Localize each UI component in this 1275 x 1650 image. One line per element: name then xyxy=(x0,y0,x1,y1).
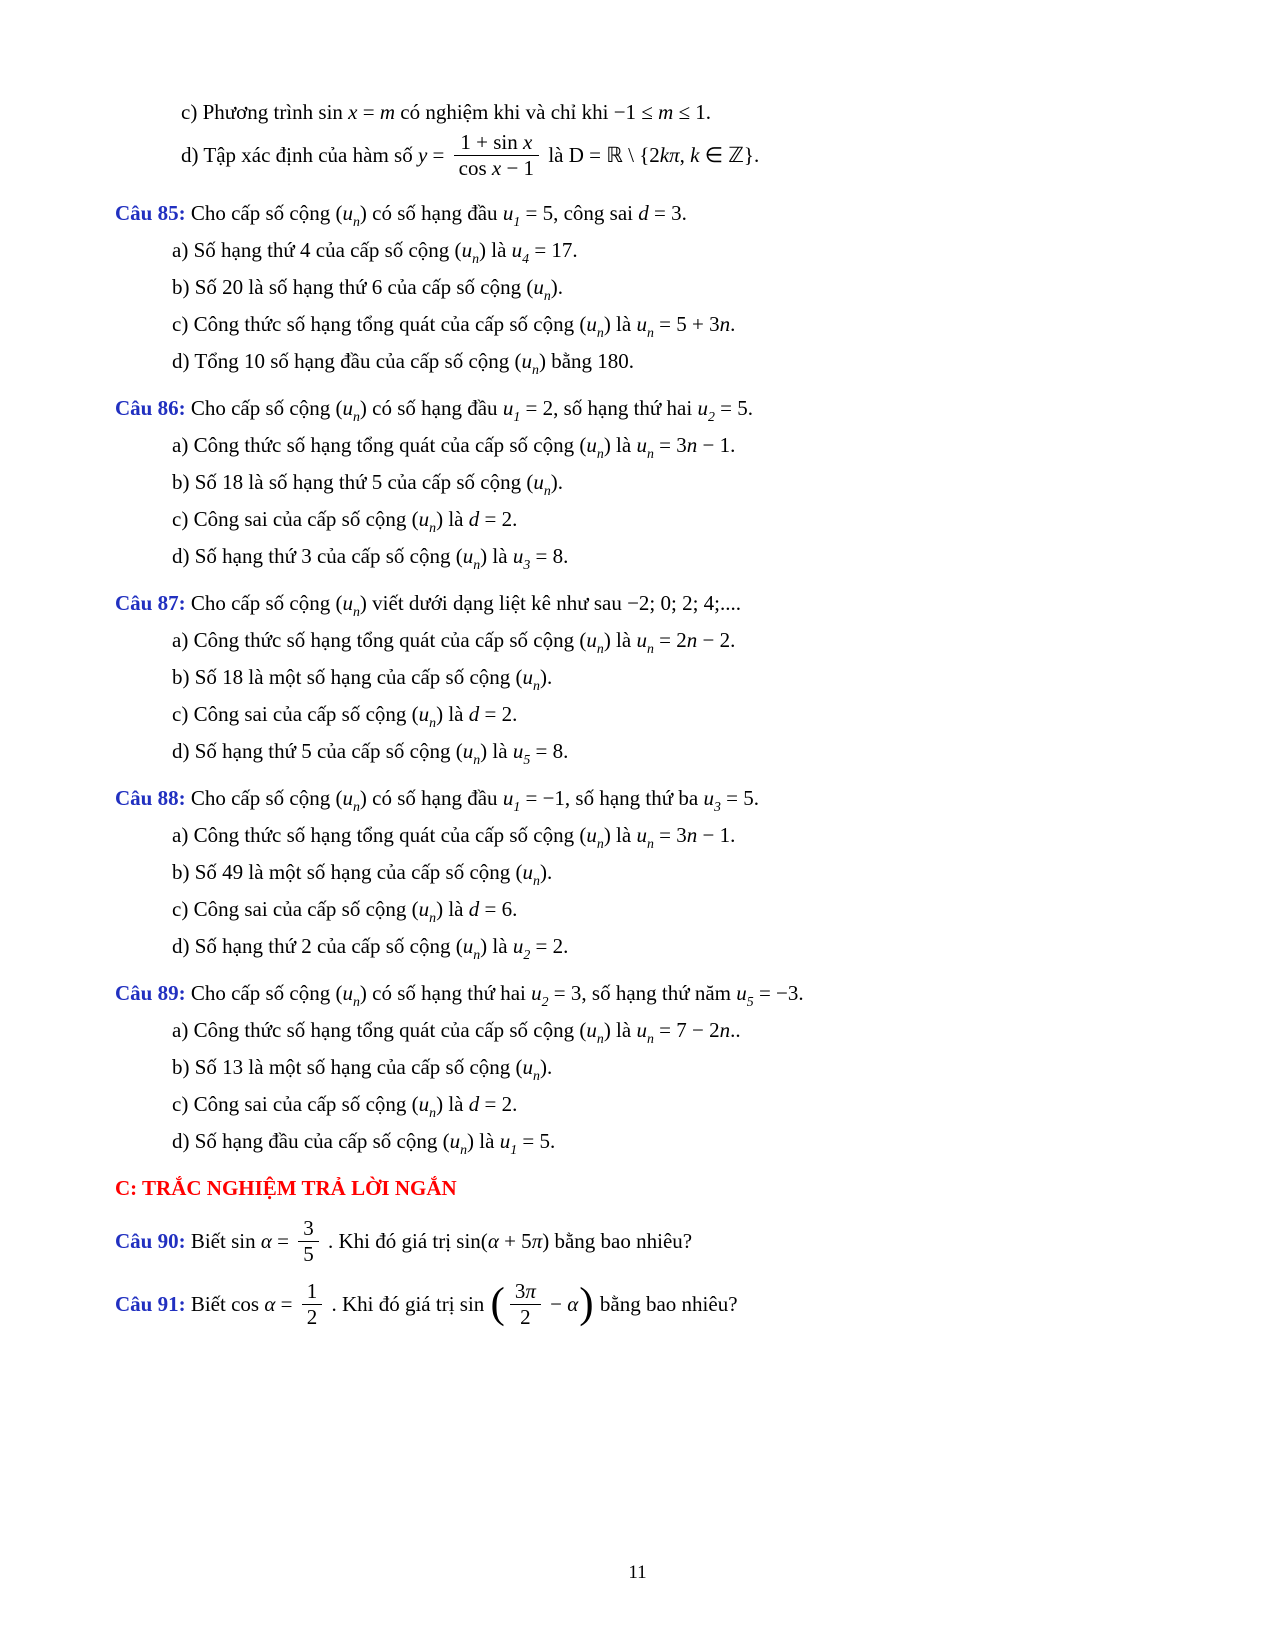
math-subscript: n xyxy=(429,1105,437,1121)
text-run: ) là xyxy=(467,1128,500,1153)
math-subscript: 3 xyxy=(523,556,531,572)
statement-line xyxy=(172,1050,1190,1084)
math-variable: u xyxy=(462,933,474,958)
math-subscript: n xyxy=(533,873,540,889)
math-variable: n xyxy=(686,627,698,652)
math-subscript: n xyxy=(646,445,654,461)
text-run: là D = ℝ \ {2 xyxy=(543,143,660,168)
math-variable: d xyxy=(468,896,480,921)
text-run: b) Số 49 là một số hạng của cấp số cộng ( xyxy=(172,859,523,884)
math-subscript: 4 xyxy=(522,250,530,266)
text-run: = 5 + 3 xyxy=(653,311,720,336)
math-variable: x xyxy=(491,155,502,180)
question-label: Câu 88: xyxy=(115,785,186,810)
math-subscript: n xyxy=(596,445,604,461)
statement-line xyxy=(172,270,1190,304)
math-subscript: n xyxy=(596,324,604,340)
text-run: b) Số 18 là số hạng thứ 5 của cấp số cộng ( xyxy=(172,469,534,494)
math-subscript: n xyxy=(646,324,654,340)
math-variable: α xyxy=(567,1292,579,1317)
text-run: = −3. xyxy=(753,980,804,1005)
math-subscript: 2 xyxy=(707,408,715,424)
text-run: Cho cấp số cộng ( xyxy=(185,785,343,810)
math-variable: u xyxy=(586,627,597,652)
math-subscript: n xyxy=(543,287,551,303)
text-run: . Khi đó giá trị sin xyxy=(326,1292,490,1317)
math-variable: u xyxy=(636,311,647,336)
text-run: ). xyxy=(550,469,563,494)
text-run: d) Tập xác định của hàm số xyxy=(181,143,418,168)
text-run: = 17. xyxy=(529,237,578,262)
math-variable: u xyxy=(462,738,474,763)
statement-line xyxy=(172,855,1190,889)
text-run: + 5 xyxy=(498,1229,532,1254)
question-line xyxy=(115,391,1190,425)
statement-line xyxy=(172,344,1190,378)
text-run: ) là xyxy=(603,822,637,847)
math-variable: u xyxy=(342,590,353,615)
fraction-denominator xyxy=(302,1304,323,1330)
math-subscript: 2 xyxy=(523,947,531,963)
text-run: = 7 − 2 xyxy=(653,1017,720,1042)
math-variable: u xyxy=(522,1054,534,1079)
text-run: Cho cấp số cộng ( xyxy=(185,590,343,615)
math-variable: d xyxy=(468,506,480,531)
text-run: = 2. xyxy=(479,1091,518,1116)
math-subscript: n xyxy=(473,556,481,572)
math-subscript: n xyxy=(473,947,481,963)
text-run: = xyxy=(271,1229,295,1254)
text-run: = 5, công sai xyxy=(520,200,639,225)
text-run: a) Công thức số hạng tổng quát của cấp số cộng ( xyxy=(172,627,587,652)
question-label: Câu 85: xyxy=(115,200,186,225)
math-variable: u xyxy=(502,785,514,810)
question-line xyxy=(115,781,1190,815)
text-run: = xyxy=(357,100,380,124)
text-run: 1 + sin xyxy=(460,130,523,155)
text-run: 2 xyxy=(520,1305,531,1330)
math-variable: u xyxy=(418,506,430,531)
text-run: . Khi đó giá trị sin( xyxy=(322,1229,488,1254)
page-number: 11 xyxy=(628,1562,647,1583)
math-subscript: 3 xyxy=(713,799,721,815)
statement-line xyxy=(181,132,1190,183)
math-variable: u xyxy=(461,237,473,262)
math-variable: u xyxy=(342,980,353,1005)
statement-line xyxy=(172,465,1190,499)
math-subscript: n xyxy=(352,603,360,619)
statement-line xyxy=(172,1013,1190,1047)
math-subscript: n xyxy=(352,408,360,424)
math-variable: m xyxy=(658,100,674,124)
math-subscript: n xyxy=(429,910,437,926)
statement-line xyxy=(172,929,1190,963)
statement-line xyxy=(172,1124,1190,1158)
text-run: = 2. xyxy=(479,506,518,531)
question-label: Câu 91: xyxy=(115,1292,186,1317)
text-run: c) Công sai của cấp số cộng ( xyxy=(172,896,419,921)
text-run: .. xyxy=(730,1017,741,1042)
text-run: ) có số hạng đầu xyxy=(359,395,503,420)
text-run: Biết cos xyxy=(185,1292,265,1317)
math-subscript: n xyxy=(543,482,551,498)
text-run: = xyxy=(427,143,450,168)
text-run: = 2. xyxy=(479,701,518,726)
statement-line xyxy=(172,660,1190,694)
text-run: a) Công thức số hạng tổng quát của cấp số cộng ( xyxy=(172,1017,587,1042)
text-run: − 1 xyxy=(501,155,535,180)
math-variable: α xyxy=(264,1292,276,1317)
text-run: Cho cấp số cộng ( xyxy=(185,980,343,1005)
math-variable: d xyxy=(638,200,649,225)
math-variable: π xyxy=(531,1229,543,1254)
math-variable: u xyxy=(636,822,647,847)
statement-line xyxy=(172,502,1190,536)
math-variable: u xyxy=(636,1017,647,1042)
text-run: ) bằng 180. xyxy=(538,348,635,373)
text-run: = 5. xyxy=(720,785,759,810)
text-run: ) là xyxy=(603,627,637,652)
text-run: ) là xyxy=(480,933,513,958)
fraction-numerator xyxy=(510,1279,541,1304)
fraction xyxy=(298,1216,319,1267)
math-subscript: n xyxy=(460,1142,468,1158)
text-run: = 3. xyxy=(648,200,687,225)
text-run: a) Công thức số hạng tổng quát của cấp số cộng ( xyxy=(172,822,587,847)
math-variable: u xyxy=(342,200,353,225)
text-run: ) là xyxy=(603,1017,637,1042)
text-run: ). xyxy=(539,859,553,884)
text-run: ) có số hạng thứ hai xyxy=(359,980,532,1005)
math-subscript: 5 xyxy=(523,752,531,767)
text-run: = 2 xyxy=(653,627,687,652)
text-run: bằng bao nhiêu? xyxy=(594,1292,738,1317)
text-run: = 5. xyxy=(517,1128,556,1153)
math-variable: u xyxy=(636,432,647,457)
math-subscript: n xyxy=(472,250,479,266)
math-variable: u xyxy=(449,1128,461,1153)
text-run: có nghiệm khi và chỉ khi −1 ≤ xyxy=(395,100,659,124)
text-run: d) Số hạng đầu của cấp số cộng ( xyxy=(172,1128,450,1153)
math-variable: α xyxy=(487,1229,499,1254)
text-run: d) Số hạng thứ 3 của cấp số cộng ( xyxy=(172,543,463,568)
math-subscript: n xyxy=(429,519,437,535)
math-variable: u xyxy=(586,1017,597,1042)
text-run: . xyxy=(730,311,736,336)
math-variable: x xyxy=(522,130,533,155)
math-variable: n xyxy=(686,432,698,457)
text-run: d) Số hạng thứ 5 của cấp số cộng ( xyxy=(172,738,463,763)
math-subscript: 1 xyxy=(513,213,521,229)
text-run: ). xyxy=(550,274,563,299)
math-subscript: n xyxy=(596,640,604,656)
question-label: Câu 89: xyxy=(115,980,186,1005)
question-label: Câu 90: xyxy=(115,1229,186,1254)
fraction xyxy=(454,130,539,181)
text-run: ) là xyxy=(436,506,469,531)
math-variable: u xyxy=(502,395,514,420)
text-run: = 5. xyxy=(714,395,753,420)
text-run: 5 xyxy=(303,1241,314,1266)
text-run: − xyxy=(544,1292,568,1317)
text-run: ) là xyxy=(436,701,469,726)
text-run: 1 xyxy=(306,1279,318,1304)
question-line xyxy=(115,196,1190,230)
text-run: − 1. xyxy=(697,822,736,847)
text-run: ) là xyxy=(436,896,469,921)
text-run: − 2. xyxy=(697,627,736,652)
text-run: b) Số 20 là số hạng thứ 6 của cấp số cộng ( xyxy=(172,274,534,299)
math-variable: u xyxy=(586,311,597,336)
text-run: c) Công sai của cấp số cộng ( xyxy=(172,1091,419,1116)
text-run: ) là xyxy=(603,311,637,336)
math-subscript: n xyxy=(596,836,604,852)
text-run: Biết sin xyxy=(185,1229,261,1254)
text-run: d) Số hạng thứ 2 của cấp số cộng ( xyxy=(172,933,463,958)
math-variable: y xyxy=(417,143,428,168)
question-line xyxy=(115,586,1190,620)
statement-line xyxy=(181,95,1190,129)
text-run: a) Số hạng thứ 4 của cấp số cộng ( xyxy=(172,237,462,262)
math-variable: u xyxy=(533,274,544,299)
fraction xyxy=(302,1279,323,1330)
math-variable: π xyxy=(525,1279,536,1304)
math-variable: u xyxy=(418,896,430,921)
text-run: cos xyxy=(458,155,492,180)
statement-line xyxy=(172,892,1190,926)
text-run: = 2, số hạng thứ hai xyxy=(520,395,698,420)
math-subscript: n xyxy=(532,361,539,377)
math-subscript: n xyxy=(429,714,437,730)
math-variable: k xyxy=(690,143,700,168)
math-variable: u xyxy=(342,395,353,420)
text-run: ) viết dưới dạng liệt kê như sau −2; 0; 2; 4;.... xyxy=(359,590,741,615)
question-line xyxy=(115,976,1190,1010)
statement-line xyxy=(172,233,1190,267)
text-run: b) Số 13 là một số hạng của cấp số cộng ( xyxy=(172,1054,523,1079)
text-run: c) Công sai của cấp số cộng ( xyxy=(172,701,419,726)
text-run: 3 xyxy=(514,1279,526,1304)
math-variable: α xyxy=(260,1229,272,1254)
math-variable: u xyxy=(462,543,474,568)
fraction-denominator xyxy=(510,1304,541,1330)
statement-line xyxy=(172,428,1190,462)
text-run: = −1, số hạng thứ ba xyxy=(520,785,704,810)
math-subscript: n xyxy=(533,677,540,693)
math-subscript: 5 xyxy=(746,994,754,1010)
text-run: = 3, số hạng thứ năm xyxy=(548,980,737,1005)
text-run: ). xyxy=(539,1054,553,1079)
text-run: Cho cấp số cộng ( xyxy=(185,200,343,225)
math-variable: n xyxy=(686,822,698,847)
fraction-numerator xyxy=(298,1216,319,1241)
math-variable: u xyxy=(703,785,714,810)
math-variable: u xyxy=(697,395,708,420)
math-variable: u xyxy=(502,200,514,225)
math-variable: u xyxy=(418,1091,430,1116)
question-line xyxy=(115,1215,1190,1269)
question-label: Câu 86: xyxy=(115,395,186,420)
statement-line xyxy=(172,697,1190,731)
text-run: ) là xyxy=(603,432,637,457)
math-variable: u xyxy=(586,822,597,847)
math-variable: x xyxy=(348,100,358,124)
math-subscript: n xyxy=(473,752,481,767)
math-variable: m xyxy=(379,100,395,124)
math-subscript: n xyxy=(596,1031,604,1047)
statement-line xyxy=(172,1087,1190,1121)
fraction-numerator xyxy=(302,1279,323,1304)
fraction xyxy=(510,1279,541,1330)
math-subscript: 1 xyxy=(513,799,521,815)
math-variable: u xyxy=(736,980,747,1005)
math-subscript: n xyxy=(646,640,654,656)
text-run: − 1. xyxy=(697,432,736,457)
math-subscript: n xyxy=(646,1031,654,1047)
statement-line xyxy=(172,623,1190,657)
question-label: Câu 87: xyxy=(115,590,186,615)
text-run: ) là xyxy=(480,543,513,568)
text-run: ) là xyxy=(436,1091,469,1116)
text-run: = 3 xyxy=(653,822,687,847)
text-run: = 8. xyxy=(530,543,569,568)
text-run: ≤ 1. xyxy=(673,100,712,124)
text-run: Cho cấp số cộng ( xyxy=(185,395,343,420)
text-run: 3 xyxy=(303,1215,314,1240)
math-variable: u xyxy=(522,664,534,689)
text-run: ∈ ℤ}. xyxy=(699,143,760,168)
math-subscript: 1 xyxy=(513,408,521,424)
math-variable: u xyxy=(636,627,647,652)
text-run: ) bằng bao nhiêu? xyxy=(542,1229,693,1254)
math-variable: u xyxy=(512,738,524,763)
text-run: c) Công sai của cấp số cộng ( xyxy=(172,506,419,531)
text-run: ) có số hạng đầu xyxy=(359,785,503,810)
text-run: ) là xyxy=(480,738,513,763)
statement-line xyxy=(172,734,1190,768)
math-subscript: n xyxy=(533,1068,540,1084)
math-variable: u xyxy=(521,348,533,373)
text-run: b) Số 18 là một số hạng của cấp số cộng ( xyxy=(172,664,523,689)
text-run: ) có số hạng đầu xyxy=(359,200,503,225)
text-run: C: TRẮC NGHIỆM TRẢ LỜI NGẮN xyxy=(115,1175,457,1200)
text-run: = 2. xyxy=(530,933,569,958)
math-variable: u xyxy=(586,432,597,457)
math-variable: u xyxy=(531,980,542,1005)
math-subscript: n xyxy=(352,994,360,1010)
text-run: = xyxy=(275,1292,298,1317)
math-variable: u xyxy=(418,701,430,726)
text-run: c) Công thức số hạng tổng quát của cấp số cộng ( xyxy=(172,311,587,336)
math-variable: u xyxy=(499,1128,511,1153)
fraction-denominator xyxy=(454,155,539,181)
math-subscript: n xyxy=(646,836,654,852)
math-subscript: 2 xyxy=(541,994,549,1010)
math-variable: u xyxy=(512,933,524,958)
math-subscript: 1 xyxy=(510,1142,518,1158)
math-variable: u xyxy=(511,237,523,262)
text-run: c) Phương trình sin xyxy=(181,100,349,124)
text-run: 2 xyxy=(306,1305,318,1330)
text-run: = 8. xyxy=(530,738,569,763)
math-variable: u xyxy=(522,859,534,884)
statement-line xyxy=(172,539,1190,573)
math-subscript: n xyxy=(352,213,360,229)
math-variable: u xyxy=(533,469,544,494)
math-variable: d xyxy=(468,701,480,726)
math-variable: n xyxy=(719,311,731,336)
text-run: ) là xyxy=(479,237,512,262)
fraction-denominator xyxy=(298,1241,319,1267)
text-run: a) Công thức số hạng tổng quát của cấp số cộng ( xyxy=(172,432,587,457)
statement-line xyxy=(172,818,1190,852)
math-variable: u xyxy=(512,543,524,568)
math-variable: n xyxy=(719,1017,731,1042)
section-heading xyxy=(115,1171,1190,1205)
math-subscript: n xyxy=(352,799,360,815)
text-run: , xyxy=(679,143,691,168)
text-run: d) Tổng 10 số hạng đầu của cấp số cộng ( xyxy=(172,348,522,373)
math-variable: u xyxy=(342,785,353,810)
text-run: ). xyxy=(539,664,553,689)
text-run: = 3 xyxy=(653,432,687,457)
text-run: = 6. xyxy=(479,896,518,921)
statement-line xyxy=(172,307,1190,341)
math-variable: d xyxy=(468,1091,480,1116)
fraction-numerator xyxy=(454,130,539,155)
math-variable: kπ xyxy=(659,143,680,168)
question-line: Câu 91: Biết cos α = $\frac{1}{2}$ . Khi đó giá trị sin ( $\frac{3\pi}{2}$ − α) bằng bao nhiêu? xyxy=(115,1279,738,1330)
